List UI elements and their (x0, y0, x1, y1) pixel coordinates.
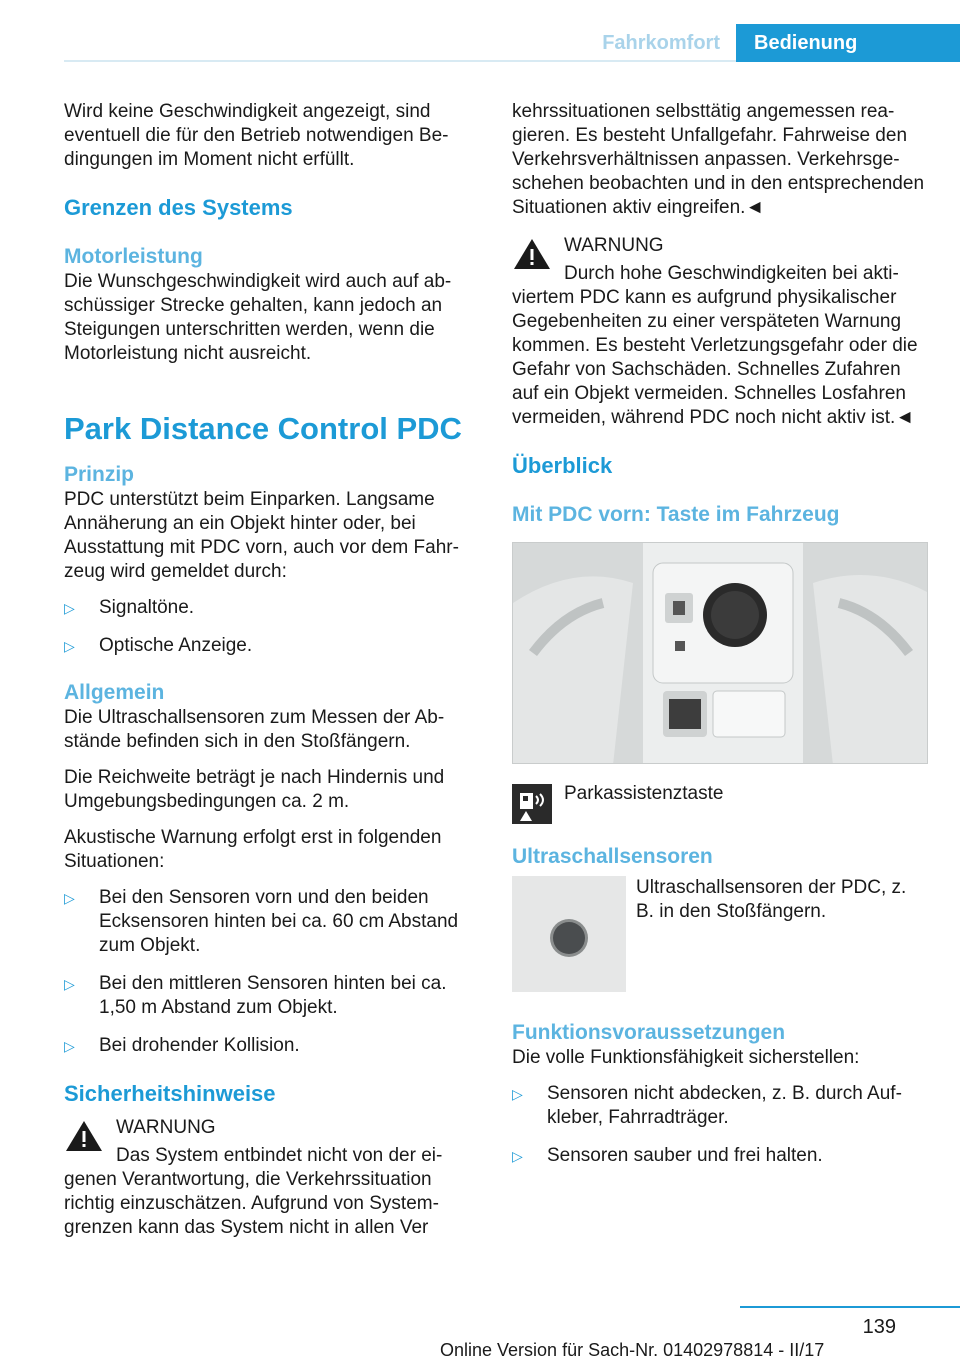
list-item: ▷ Signaltöne. (64, 597, 195, 618)
heading-sicherheitshinweise: Sicherheitshinweise (64, 1081, 276, 1106)
prinzip-paragraph: PDC unterstützt beim Einparken. Langsame Annäherung an ein Objekt hinter oder, bei Ausstattung mit PDC vorn, auch vor dem Fahrzeug wird gemeldet durch: (64, 489, 459, 582)
motorleistung-paragraph: Die Wunschgeschwindigkeit wird auch auf abschüssiger Strecke gehalten, kann jedoch an Steigungen unterschritten werden, wenn die Motorleistung nicht ausreicht. (64, 271, 452, 364)
warning-block-2 (512, 234, 928, 430)
heading-allgemein: Allgemein (64, 681, 165, 704)
prinzip-list (64, 596, 480, 658)
heading-mit-pdc-vorn: Mit PDC vorn: Taste im Fahrzeug (512, 503, 840, 526)
right-column (512, 100, 928, 1182)
sensor-illustration (512, 876, 626, 992)
allgemein-paragraph-1: Die Ultraschallsensoren zum Messen der Abstände befinden sich in den Stoßfängern. (64, 707, 445, 752)
footer-rule (740, 1306, 960, 1308)
allgemein-paragraph-3: Akustische Warnung erfolgt erst in folgenden Situationen: (64, 827, 442, 872)
list-item: ▷ Sensoren nicht abdecken, z. B. durch Aufkleber, Fahrradträger. (512, 1083, 902, 1128)
allgemein-list (64, 886, 480, 1058)
bullet-triangle-icon: ▷ (64, 600, 75, 616)
allgemein-paragraph-2: Die Reichweite beträgt je nach Hindernis und Umgebungsbedingungen ca. 2 m. (64, 767, 445, 812)
funktion-list (512, 1082, 928, 1168)
heading-prinzip: Prinzip (64, 463, 135, 486)
funktion-paragraph: Die volle Funktionsfähigkeit sicherstellen: (512, 1047, 860, 1068)
sensor-photo (512, 876, 626, 992)
list-item: ▷ Bei den mittleren Sensoren hinten bei ca. 1,50 m Abstand zum Objekt. (64, 973, 447, 1018)
bullet-triangle-icon: ▷ (64, 890, 75, 906)
park-assist-button-icon (512, 784, 552, 824)
list-item: ▷ Optische Anzeige. (64, 635, 253, 656)
bullet-triangle-icon: ▷ (512, 1148, 523, 1164)
heading-grenzen: Grenzen des Systems (64, 195, 293, 220)
header-tab-bedienung: Bedienung (736, 24, 960, 62)
sensor-row (512, 876, 928, 1002)
warning-block-1 (64, 1116, 480, 1240)
list-item: ▷ Bei drohender Kollision. (64, 1035, 300, 1056)
warning-title: WARNUNG (564, 235, 664, 256)
heading-ueberblick: Überblick (512, 453, 613, 478)
bullet-triangle-icon: ▷ (512, 1086, 523, 1102)
online-version-footer: Online Version für Sach-Nr. 01402978814 - II/17 (440, 1340, 825, 1360)
list-item: ▷ Bei den Sensoren vorn und den beiden Ecksensoren hinten bei ca. 60 cm Abstand zum Objekt. (64, 887, 459, 956)
bullet-triangle-icon: ▷ (64, 976, 75, 992)
warning-triangle-icon (512, 236, 552, 272)
center-console-photo (512, 542, 928, 764)
heading-funktionsvoraussetzungen: Funktionsvoraussetzungen (512, 1021, 786, 1044)
continuation-paragraph: kehrssituationen selbsttätig angemessen reagieren. Es besteht Unfallgefahr. Fahrweise den Verkehrsverhältnissen anpassen. Verkehrsgeschehen beobachten und in den entsprechenden Situationen aktiv eingreifen.◄ (512, 101, 925, 218)
caption-sensor: Ultraschallsensoren der PDC, z. B. in den Stoßfängern. (636, 877, 907, 922)
heading-pdc: Park Distance Control PDC (64, 411, 462, 446)
heading-ultraschallsensoren: Ultraschallsensoren (512, 845, 713, 868)
left-column (64, 100, 480, 1240)
taste-caption-row (512, 782, 928, 826)
header-tab-fahrkomfort: Fahrkomfort (602, 32, 720, 54)
caption-parkassistenztaste: Parkassistenztaste (564, 783, 724, 804)
bullet-triangle-icon: ▷ (64, 638, 75, 654)
list-item: ▷ Sensoren sauber und frei halten. (512, 1145, 823, 1166)
console-illustration (513, 543, 928, 764)
heading-motorleistung: Motorleistung (64, 245, 203, 268)
page-number: 139 (862, 1316, 896, 1338)
warning-triangle-icon (64, 1118, 104, 1154)
intro-paragraph: Wird keine Geschwindigkeit angezeigt, sind eventuell die für den Betrieb notwendigen Bedingungen im Moment nicht erfüllt. (64, 101, 449, 170)
warning-body: Durch hohe Geschwindigkeiten bei aktiviertem PDC kann es aufgrund physikalischer Gegebenheiten zu einer verspäteten Warnung kommen. Es besteht Verletzungsgefahr oder die Gefahr von Sachschäden. Schnelles Zufahren auf ein Objekt vermeiden. Schnelles Losfahren vermeiden, während PDC noch nicht aktiv ist.◄ (512, 263, 918, 428)
warning-title: WARNUNG (116, 1117, 216, 1138)
bullet-triangle-icon: ▷ (64, 1038, 75, 1054)
warning-body: Das System entbindet nicht von der eigenen Verantwortung, die Verkehrssituation richtig einzuschätzen. Aufgrund von Systemgrenzen kann das System nicht in allen Ver (64, 1145, 443, 1238)
